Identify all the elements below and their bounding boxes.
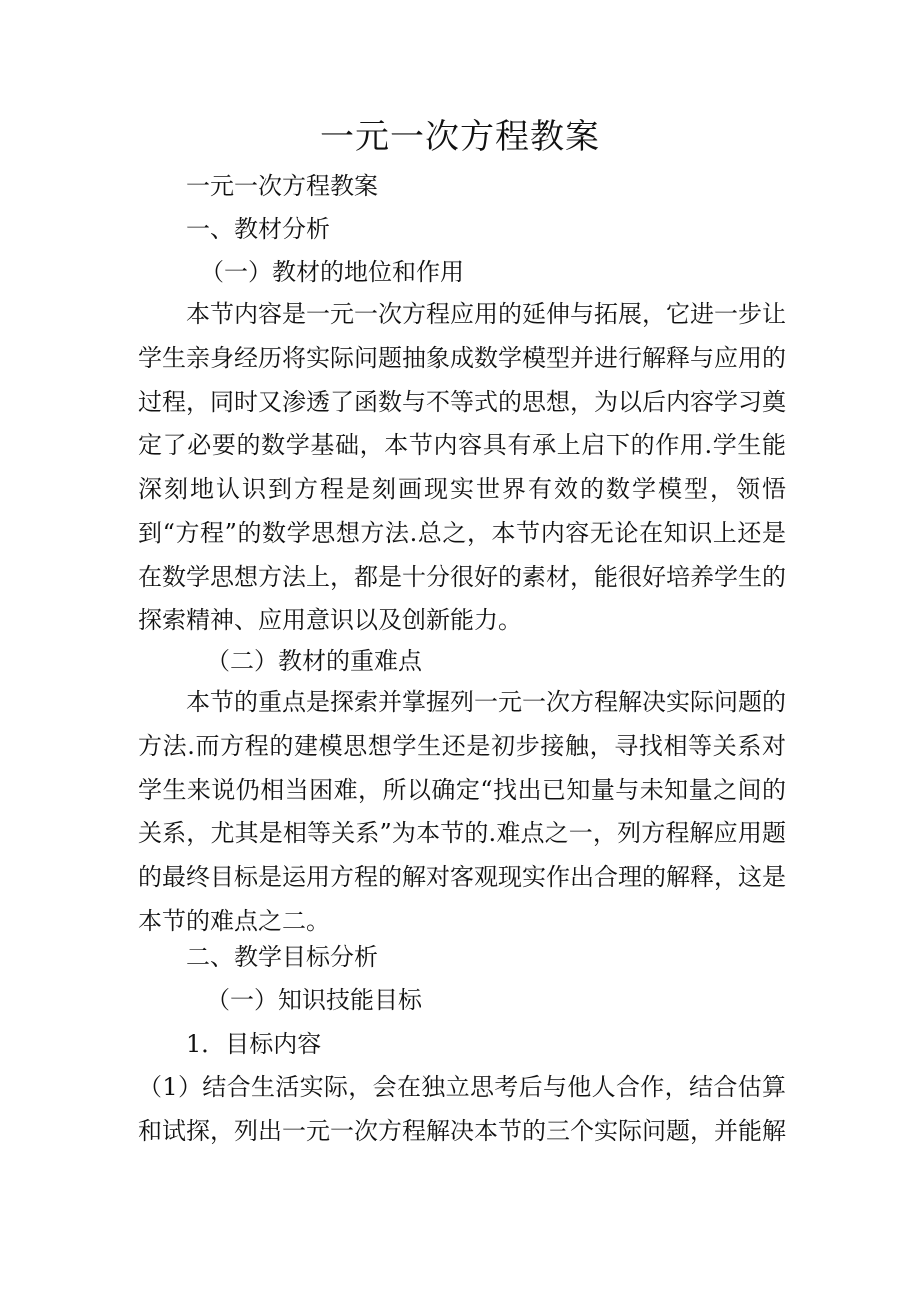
item-paragraph-1: （1）结合生活实际，会在独立思考后与他人合作，结合估算和试探，列出一元一次方程解决本节的三个实际问题，并能解 (138, 1073, 786, 1145)
subsection-heading-1-1: （一）教材的地位和作用 (200, 258, 464, 286)
item-heading-1: 1．目标内容 (186, 1030, 322, 1058)
document-title: 一元一次方程教案 (320, 117, 600, 157)
document-subtitle: 一元一次方程教案 (186, 172, 378, 200)
paragraph-1-2: 本节的重点是探索并掌握列一元一次方程解决实际问题的方法.而方程的建模思想学生还是初步接触，寻找相等关系对学生来说仍相当困难，所以确定“找出已知量与未知量之间的关系，尤其是相等关系”为本节的.难点之一，列方程解应用题的最终目标是运用方程的解对客观现实作出合理的解释，这是本节的难点之二。 (138, 688, 786, 935)
section-heading-2: 二、教学目标分析 (186, 943, 378, 971)
section-heading-1: 一、教材分析 (186, 215, 330, 243)
subsection-heading-1-2: （二）教材的重难点 (206, 647, 422, 675)
paragraph-1-1: 本节内容是一元一次方程应用的延伸与拓展，它进一步让学生亲身经历将实际问题抽象成数学模型并进行解释与应用的过程，同时又渗透了函数与不等式的思想，为以后内容学习奠定了必要的数学基础，本节内容具有承上启下的作用.学生能深刻地认识到方程是刻画现实世界有效的数学模型，领悟到“方程”的数学思想方法.总之，本节内容无论在知识上还是在数学思想方法上，都是十分很好的素材，能很好培养学生的探索精神、应用意识以及创新能力。 (138, 300, 786, 635)
subsection-heading-2-1: （一）知识技能目标 (206, 986, 422, 1014)
